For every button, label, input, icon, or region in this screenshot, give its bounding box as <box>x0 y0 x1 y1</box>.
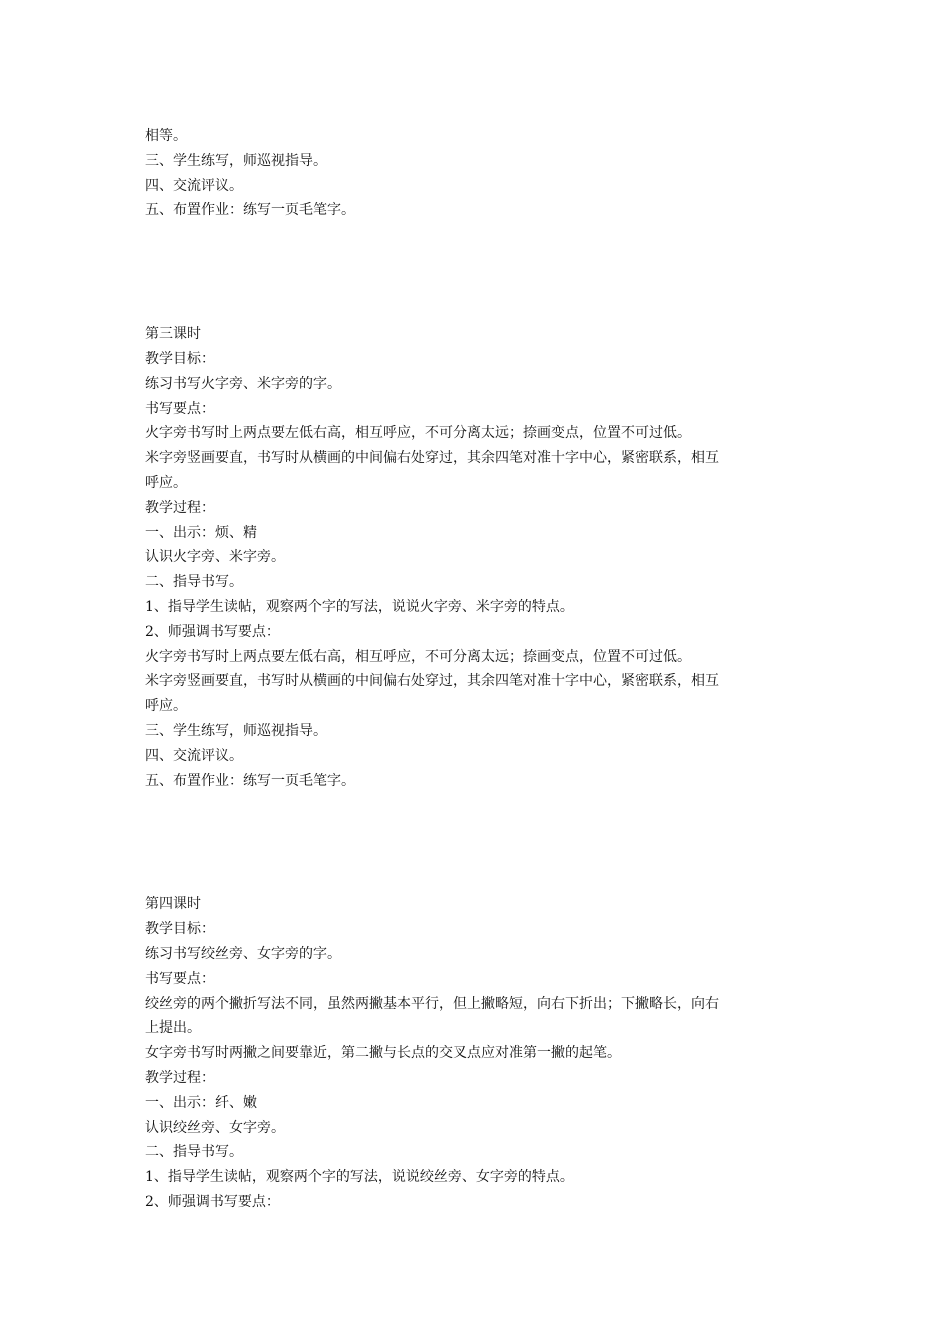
text-line: 米字旁竖画要直，书写时从横画的中间偏右处穿过，其余四笔对准十字中心，紧密联系，相互 <box>145 673 719 690</box>
text-line: 书写要点： <box>145 400 215 417</box>
text-line: 火字旁书写时上两点要左低右高，相互呼应，不可分离太远；捺画变点，位置不可过低。 <box>145 425 691 442</box>
text-line: 练习书写火字旁、米字旁的字。 <box>145 375 341 392</box>
text-line: 相等。 <box>145 128 187 144</box>
text-line: 2、师强调书写要点： <box>145 623 280 640</box>
text-line: 呼应。 <box>145 474 187 491</box>
text-line: 米字旁竖画要直，书写时从横画的中间偏右处穿过，其余四笔对准十字中心，紧密联系，相互 <box>145 450 719 467</box>
text-line: 四、交流评议。 <box>145 177 243 194</box>
text-line: 教学过程： <box>145 1069 215 1086</box>
section-spacer <box>145 223 815 322</box>
text-line: 二、指导书写。 <box>145 1144 243 1161</box>
text-line: 练习书写绞丝旁、女字旁的字。 <box>145 945 341 962</box>
section-lesson-two-end <box>145 124 815 223</box>
document-page <box>145 124 815 1215</box>
text-line: 2、师强调书写要点： <box>145 1193 280 1210</box>
text-line: 教学目标： <box>145 921 215 938</box>
text-line: 1、指导学生读帖，观察两个字的写法，说说火字旁、米字旁的特点。 <box>145 598 574 615</box>
text-line: 书写要点： <box>145 970 215 987</box>
text-line: 1、指导学生读帖，观察两个字的写法，说说绞丝旁、女字旁的特点。 <box>145 1169 574 1186</box>
text-line: 五、布置作业：练写一页毛笔字。 <box>145 202 355 219</box>
lesson-title: 第四课时 <box>145 896 201 913</box>
lesson-title: 第三课时 <box>145 326 201 343</box>
text-line: 四、交流评议。 <box>145 747 243 764</box>
text-line: 认识火字旁、米字旁。 <box>145 549 285 566</box>
text-line: 认识绞丝旁、女字旁。 <box>145 1119 285 1136</box>
text-line: 三、学生练写，师巡视指导。 <box>145 722 327 739</box>
section-lesson-three <box>145 322 815 793</box>
section-spacer <box>145 793 815 892</box>
text-line: 一、出示：烦、精 <box>145 524 257 541</box>
text-line: 二、指导书写。 <box>145 574 243 591</box>
text-line: 教学过程： <box>145 499 215 516</box>
text-line: 女字旁书写时两撇之间要靠近，第二撇与长点的交叉点应对准第一撇的起笔。 <box>145 1045 621 1062</box>
text-line: 一、出示：纤、嫩 <box>145 1094 257 1111</box>
section-lesson-four <box>145 892 815 1214</box>
text-line: 火字旁书写时上两点要左低右高，相互呼应，不可分离太远；捺画变点，位置不可过低。 <box>145 648 691 665</box>
text-line: 教学目标： <box>145 350 215 367</box>
text-line: 呼应。 <box>145 698 187 715</box>
text-line: 上提出。 <box>145 1020 201 1037</box>
text-line: 绞丝旁的两个撇折写法不同，虽然两撇基本平行，但上撇略短，向右下折出；下撇略长，向右 <box>145 995 719 1012</box>
text-line: 五、布置作业：练写一页毛笔字。 <box>145 772 355 789</box>
text-line: 三、学生练写，师巡视指导。 <box>145 152 327 169</box>
